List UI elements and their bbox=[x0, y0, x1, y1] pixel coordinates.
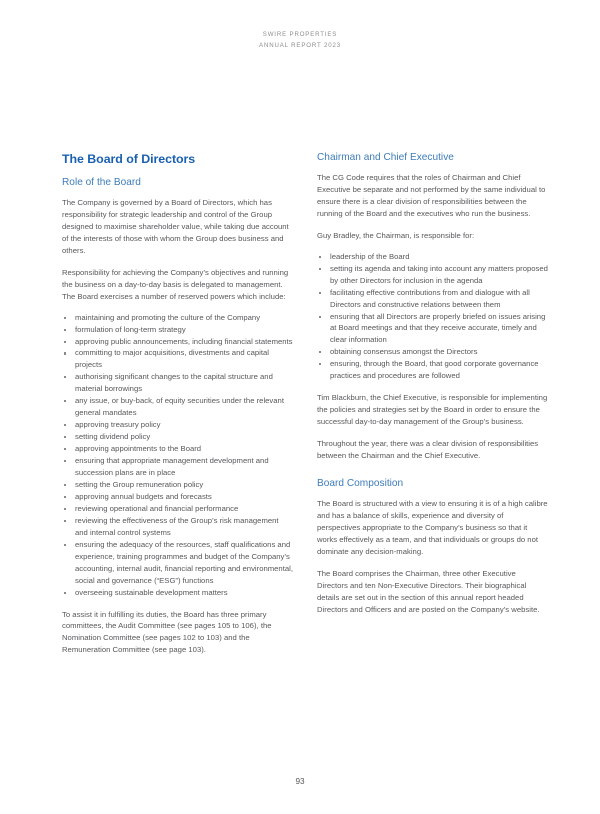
paragraph-guy-bradley-intro: Guy Bradley, the Chairman, is responsible for: bbox=[317, 230, 475, 240]
list-item: formulation of long-term strategy bbox=[62, 324, 293, 336]
list-item: overseeing sustainable development matters bbox=[62, 587, 293, 599]
list-item: setting dividend policy bbox=[62, 431, 293, 443]
list-item: maintaining and promoting the culture of the Company bbox=[62, 312, 293, 324]
paragraph-company-governed: The Company is governed by a Board of Directors, which has responsibility for strategic leadership and control of the Group designed to maximise shareholder value, while taking due account of the interests of those with whom the Group does business and others. bbox=[62, 198, 289, 255]
list-item: authorising significant changes to the capital structure and material borrowings bbox=[62, 371, 293, 395]
page-number: 93 bbox=[295, 777, 305, 786]
list-chairman-responsibilities bbox=[317, 251, 548, 382]
running-header bbox=[0, 30, 600, 51]
paragraph-board-comprises: The Board comprises the Chairman, three other Executive Directors and ten Non-Executive Directors. Their biographical details are set out in the section of this annual report headed Directors and Officers and are posted on the Company’s website. bbox=[317, 568, 540, 614]
running-header-line1: SWIRE PROPERTIES bbox=[262, 31, 338, 38]
list-item: setting its agenda and taking into account any matters proposed by other Directors for inclusion in the agenda bbox=[317, 263, 548, 287]
paragraph-throughout-the-year: Throughout the year, there was a clear division of responsibilities between the Chairman and the Chief Executive. bbox=[317, 439, 539, 461]
list-item: reviewing the effectiveness of the Group’s risk management and internal control systems bbox=[62, 515, 293, 539]
heading-chairman-and-chief-executive: Chairman and Chief Executive bbox=[317, 152, 454, 163]
list-item: any issue, or buy-back, of equity securities under the relevant general mandates bbox=[62, 395, 293, 419]
running-header-line2: ANNUAL REPORT 2023 bbox=[259, 41, 341, 49]
paragraph-responsibility: Responsibility for achieving the Company’s objectives and running the business on a day-to-day basis is delegated to management. The Board exercises a number of reserved powers which include: bbox=[62, 267, 289, 301]
list-reserved-powers bbox=[62, 312, 293, 599]
paragraph-committees: To assist it in fulfilling its duties, the Board has three primary committees, the Audit Committee (see pages 105 to 106), the Nomination Committee (see pages 102 to 103) and the Remuneration Committee (see page 103). bbox=[62, 609, 272, 655]
list-item: approving treasury policy bbox=[62, 419, 293, 431]
list-item: reviewing operational and financial performance bbox=[62, 503, 293, 515]
list-item: ensuring the adequacy of the resources, staff qualifications and experience, training programmes and budget of the Company’s accounting, internal audit, financial reporting and environmental, social and governance (“ESG”) functions bbox=[62, 539, 293, 587]
list-item: facilitating effective contributions from and dialogue with all Directors and constructive relations between them bbox=[317, 287, 548, 311]
page-title: The Board of Directors bbox=[62, 152, 196, 166]
list-item: ensuring, through the Board, that good corporate governance practices and procedures are followed bbox=[317, 358, 548, 382]
list-item: approving annual budgets and forecasts bbox=[62, 491, 293, 503]
list-item: approving appointments to the Board bbox=[62, 443, 293, 455]
list-item: obtaining consensus amongst the Directors bbox=[317, 346, 548, 358]
paragraph-tim-blackburn: Tim Blackburn, the Chief Executive, is responsible for implementing the policies and strategies set by the Board in order to ensure the successful day-to-day management of the Group’s business. bbox=[317, 393, 548, 427]
paragraph-cg-code: The CG Code requires that the roles of Chairman and Chief Executive be separate and not performed by the same individual to ensure there is a clear division of responsibilities between the running of the Board and the executives who run the business. bbox=[317, 173, 546, 218]
list-item: setting the Group remuneration policy bbox=[62, 479, 293, 491]
two-column-body bbox=[62, 152, 548, 666]
heading-board-composition: Board Composition bbox=[317, 478, 404, 490]
paragraph-board-structure: The Board is structured with a view to ensuring it is of a high calibre and has a balance of skills, experience and diversity of perspectives appropriate to the Company’s business so that it works effectively as a team, and that individuals or groups do not dominate any decision-making. bbox=[317, 499, 548, 556]
left-column bbox=[62, 152, 293, 666]
list-item: ensuring that appropriate management development and succession plans are in place bbox=[62, 455, 293, 479]
list-item: committing to major acquisitions, divestments and capital projects bbox=[62, 347, 293, 371]
list-item: ensuring that all Directors are properly briefed on issues arising at Board meetings and that they receive accurate, timely and clear information bbox=[317, 311, 548, 347]
heading-role-of-the-board: Role of the Board bbox=[62, 177, 141, 188]
right-column bbox=[317, 152, 548, 666]
list-item: leadership of the Board bbox=[317, 251, 548, 263]
list-item: approving public announcements, including financial statements bbox=[62, 336, 293, 348]
